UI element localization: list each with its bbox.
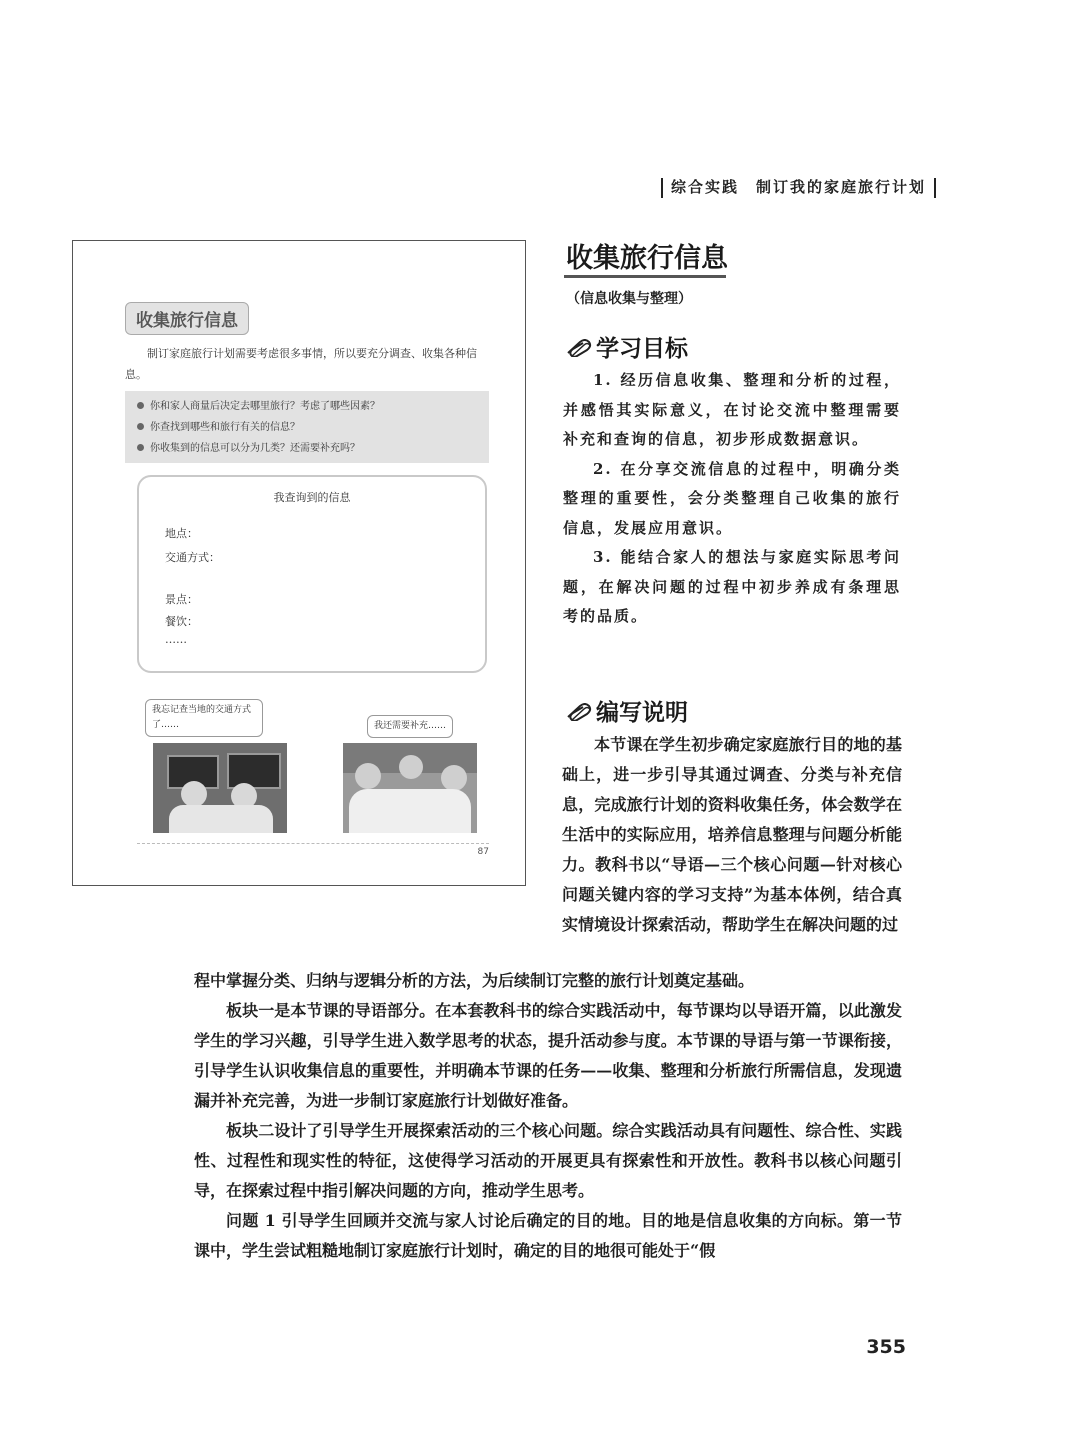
inset-question: 你和家人商量后决定去哪里旅行？考虑了哪些因素？ — [137, 396, 477, 417]
notes-heading: 编写说明 — [566, 694, 688, 727]
paperclip-icon — [566, 703, 592, 721]
info-field: 地点： — [165, 527, 198, 540]
notes-intro-paragraph: 本节课在学生初步确定家庭旅行目的地的基础上，进一步引导其通过调查、分类与补充信息，完成旅行计划的资料收集任务，体会数学在生活中的实际应用，培养信息整理与问题分析能力。教科书以“导语—三个核心问题—针对核心问题关键内容的学习支持”为基本体例，结合真实情境设计探索活动，帮助学生在解决问题的过 — [562, 735, 902, 934]
bullet-icon — [137, 423, 144, 430]
divider — [661, 178, 663, 198]
paragraph: 问题 1 引导学生回顾并交流与家人讨论后确定的目的地。目的地是信息收集的方向标。第一节课中，学生尝试粗糙地制订家庭旅行计划时，确定的目的地很可能处于“假 — [194, 1211, 902, 1260]
classroom-photo-discussion — [343, 743, 477, 833]
monitor-shape — [227, 753, 281, 789]
goal-item: 2. 在分享交流信息的过程中，明确分类整理的重要性，会分类整理自己收集的旅行信息，发展应用意识。 — [563, 459, 901, 537]
info-field: 餐饮： — [165, 615, 198, 628]
classroom-photo-computers — [153, 743, 287, 833]
info-card — [137, 475, 487, 673]
inset-question: 你收集到的信息可以分为几类？还需要补充吗？ — [137, 438, 477, 459]
page-number: 355 — [866, 1336, 906, 1358]
title-underline — [564, 275, 726, 278]
inset-tag: 收集旅行信息 — [125, 302, 249, 335]
student-shirts — [169, 805, 273, 833]
paragraph-continuation: 程中掌握分类、归纳与逻辑分析的方法，为后续制订完整的旅行计划奠定基础。 — [194, 971, 755, 990]
student-head — [399, 755, 423, 779]
student-shirts — [349, 789, 471, 833]
paperclip-icon — [566, 339, 592, 357]
student-head — [181, 781, 207, 807]
running-head — [653, 176, 944, 198]
info-field: …… — [165, 633, 187, 646]
running-head-text: 综合实践 制订我的家庭旅行计划 — [670, 178, 926, 196]
learning-goals — [563, 366, 901, 632]
bullet-icon — [137, 444, 144, 451]
inset-page-number: 87 — [477, 847, 489, 857]
divider — [934, 178, 936, 198]
section-subtitle: （信息收集与整理） — [566, 291, 692, 307]
goals-heading: 学习目标 — [566, 330, 688, 363]
goal-item: 1. 经历信息收集、整理和分析的过程，并感悟其实际意义，在讨论交流中整理需要补充和查询的信息，初步形成数据意识。 — [563, 371, 901, 448]
inset-question: 你查找到哪些和旅行有关的信息？ — [137, 417, 477, 438]
paragraph: 板块二设计了引导学生开展探索活动的三个核心问题。综合实践活动具有问题性、综合性、实践性、过程性和现实性的特征，这使得学习活动的开展更具有探索性和开放性。教科书以核心问题引导，在探索过程中指引解决问题的方向，推动学生思考。 — [194, 1121, 902, 1200]
dashed-divider — [137, 843, 489, 844]
textbook-page-figure — [72, 240, 526, 886]
body-text — [194, 966, 902, 1266]
goal-item: 3. 能结合家人的想法与家庭实际思考问题，在解决问题的过程中初步养成有条理思考的品质。 — [563, 548, 901, 625]
speech-bubble-left: 我忘记查当地的交通方式了…… — [145, 699, 263, 737]
info-field: 交通方式： — [165, 551, 220, 564]
speech-bubble-right: 我还需要补充…… — [367, 715, 453, 738]
section-title: 收集旅行信息 — [566, 243, 728, 274]
student-head — [441, 765, 467, 791]
paragraph: 板块一是本节课的导语部分。在本套教科书的综合实践活动中，每节课均以导语开篇，以此激发学生的学习兴趣，引导学生进入数学思考的状态，提升活动参与度。本节课的导语与第一节课衔接，引导学生认识收集信息的重要性，并明确本节课的任务——收集、整理和分析旅行所需信息，发现遗漏并补充完善，为进一步制订家庭旅行计划做好准备。 — [194, 1001, 902, 1110]
bullet-icon — [137, 402, 144, 409]
inset-intro: 制订家庭旅行计划需要考虑很多事情，所以要充分调查、收集各种信息。 — [125, 347, 477, 381]
info-card-title: 我查询到的信息 — [273, 491, 351, 504]
inset-question-box — [125, 391, 489, 463]
student-head — [355, 763, 381, 789]
info-field: 景点： — [165, 593, 198, 606]
